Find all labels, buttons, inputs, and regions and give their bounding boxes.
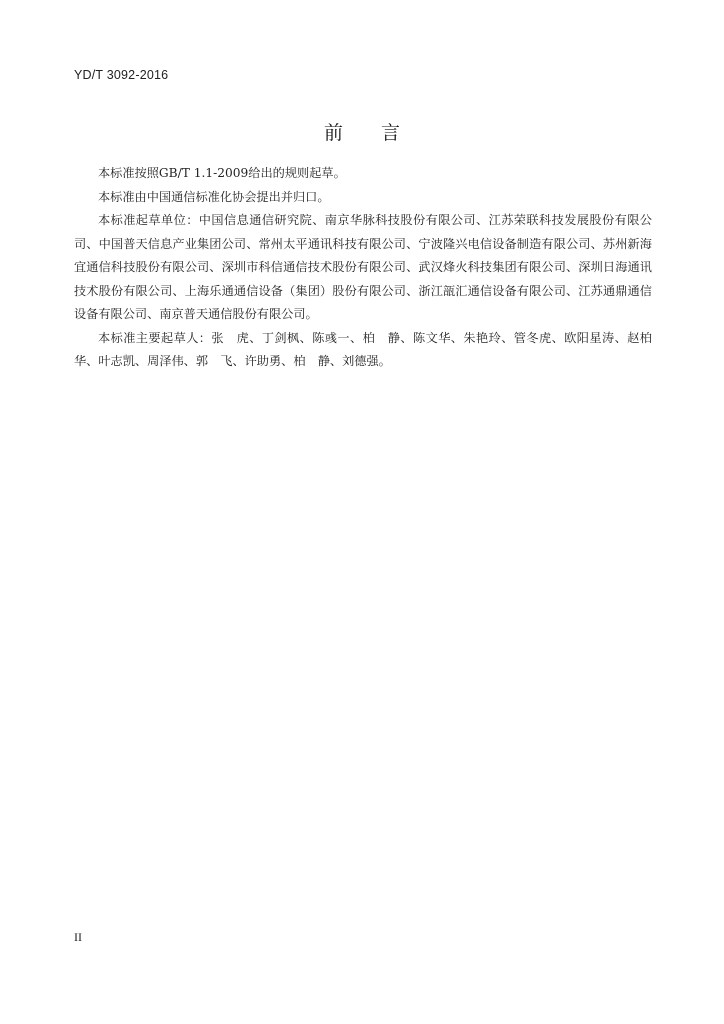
paragraph-drafters: 本标准主要起草人：张 虎、丁剑枫、陈彧一、柏 静、陈文华、朱艳玲、管冬虎、欧阳星涛、赵柏华、叶志凯、周泽伟、郭 飞、许助勇、柏 静、刘德强。 — [74, 330, 652, 368]
page-number: II — [74, 930, 82, 944]
foreword-body — [74, 162, 652, 374]
paragraph-proposer: 本标准由中国通信标准化协会提出并归口。 — [98, 189, 330, 204]
paragraph-drafting-rules: 本标准按照GB/T 1.1-2009给出的规则起草。 — [98, 166, 346, 180]
document-code: YD/T 3092-2016 — [74, 68, 169, 82]
paragraph-drafting-units: 本标准起草单位：中国信息通信研究院、南京华脉科技股份有限公司、江苏荣联科技发展股份有限公司、中国普天信息产业集团公司、常州太平通讯科技有限公司、宁波隆兴电信设备制造有限公司、苏州新海宜通信科技股份有限公司、深圳市科信通信技术股份有限公司、武汉烽火科技集团有限公司、深圳日海通讯技术股份有限公司、上海乐通通信设备（集团）股份有限公司、浙江瓿汇通信设备有限公司、江苏通鼎通信设备有限公司、南京普天通信股份有限公司。 — [74, 213, 652, 321]
page-title: 前 言 — [323, 122, 400, 144]
